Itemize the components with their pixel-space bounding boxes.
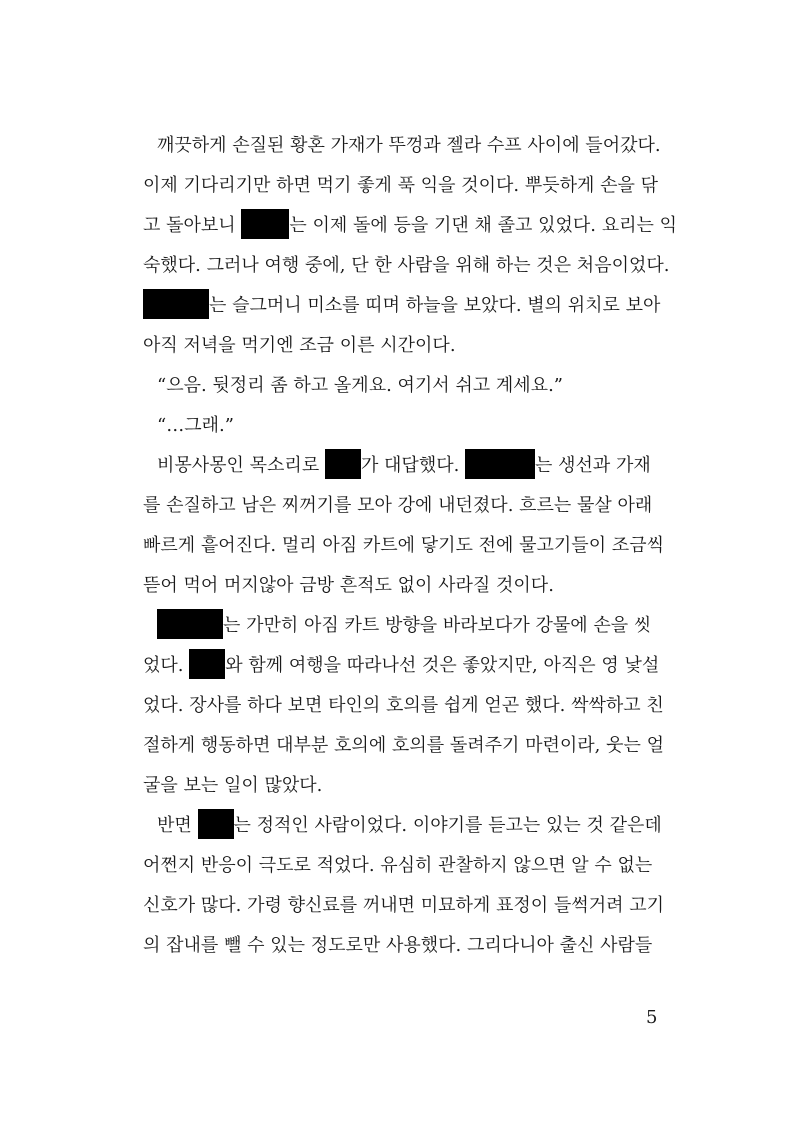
text-segment: 숙했다. 그러나 여행 중에, 단 한 사람을 위해 하는 것은 처음이었다. xyxy=(143,255,670,276)
text-line xyxy=(143,206,677,246)
text-segment: 는 정적인 사람이었다. 이야기를 듣고는 있는 것 같은데 xyxy=(233,815,662,836)
text-line xyxy=(143,126,663,166)
text-segment: 비몽사몽인 목소리로 xyxy=(157,455,325,476)
text-segment: 었다. 장사를 하다 보면 타인의 호의를 쉽게 얻곤 했다. 싹싹하고 친 xyxy=(143,695,664,716)
text-line xyxy=(143,646,663,686)
text-line xyxy=(143,846,663,886)
text-segment: 반면 xyxy=(157,815,198,836)
text-segment: 아직 저녁을 먹기엔 조금 이른 시간이다. xyxy=(143,335,456,356)
text-line xyxy=(143,526,663,566)
text-segment: 신호가 많다. 가령 향신료를 꺼내면 미묘하게 표정이 들썩거려 고기 xyxy=(143,895,664,916)
text-segment: 를 손질하고 남은 찌꺼기를 모아 강에 내던졌다. 흐르는 물살 아래 xyxy=(143,495,653,516)
text-segment: 는 슬그머니 미소를 띠며 하늘을 보았다. 별의 위치로 보아 xyxy=(209,295,661,316)
text-line xyxy=(143,886,663,926)
text-segment: 가 대답했다. xyxy=(360,455,466,476)
body-text xyxy=(143,126,677,966)
text-segment: 빠르게 흩어진다. 멀리 아짐 카트에 닿기도 전에 물고기들이 조금씩 xyxy=(143,535,664,556)
text-line xyxy=(143,446,663,486)
redaction-box xyxy=(465,449,535,479)
text-line xyxy=(143,806,663,846)
redaction-box xyxy=(241,209,289,239)
text-line xyxy=(143,166,663,206)
text-line xyxy=(143,686,663,726)
redaction-box xyxy=(198,809,234,839)
text-segment: 절하게 행동하면 대부분 호의에 호의를 돌려주기 마련이라, 웃는 얼 xyxy=(143,735,664,756)
text-segment: “으음. 뒷정리 좀 하고 올게요. 여기서 쉬고 계세요.” xyxy=(157,375,563,396)
text-line xyxy=(143,246,670,286)
text-line xyxy=(143,926,663,966)
text-segment: “…그래.” xyxy=(157,415,234,436)
redaction-box xyxy=(189,649,225,679)
text-line xyxy=(143,566,663,606)
text-segment: 는 이제 돌에 등을 기댄 채 졸고 있었다. 요리는 익 xyxy=(289,215,677,236)
text-segment: 와 함께 여행을 따라나선 것은 좋았지만, 아직은 영 낯설 xyxy=(225,655,660,676)
redaction-box xyxy=(143,289,209,319)
redaction-box xyxy=(157,609,223,639)
text-line xyxy=(143,766,663,806)
text-segment: 었다. xyxy=(143,655,190,676)
text-segment: 는 생선과 가재 xyxy=(535,455,651,476)
text-line xyxy=(143,606,663,646)
text-segment: 뜯어 먹어 머지않아 금방 흔적도 없이 사라질 것이다. xyxy=(143,575,554,596)
text-line xyxy=(143,486,663,526)
text-segment: 고 돌아보니 xyxy=(143,215,242,236)
text-line xyxy=(143,326,663,366)
text-segment: 이제 기다리기만 하면 먹기 좋게 푹 익을 것이다. 뿌듯하게 손을 닦 xyxy=(143,175,659,196)
dialogue-line xyxy=(143,366,663,406)
text-segment: 는 가만히 아짐 카트 방향을 바라보다가 강물에 손을 씻 xyxy=(223,615,652,636)
text-segment: 깨끗하게 손질된 황혼 가재가 뚜껑과 젤라 수프 사이에 들어갔다. xyxy=(157,135,661,156)
dialogue-line xyxy=(143,406,663,446)
text-line xyxy=(143,286,663,326)
text-segment: 굴을 보는 일이 많았다. xyxy=(143,775,323,796)
redaction-box xyxy=(325,449,361,479)
text-segment: 어쩐지 반응이 극도로 적었다. 유심히 관찰하지 않으면 알 수 없는 xyxy=(143,855,653,876)
page-number: 5 xyxy=(646,1007,658,1028)
text-segment: 의 잡내를 뺄 수 있는 정도로만 사용했다. 그리다니아 출신 사람들 xyxy=(143,935,653,956)
text-line xyxy=(143,726,663,766)
